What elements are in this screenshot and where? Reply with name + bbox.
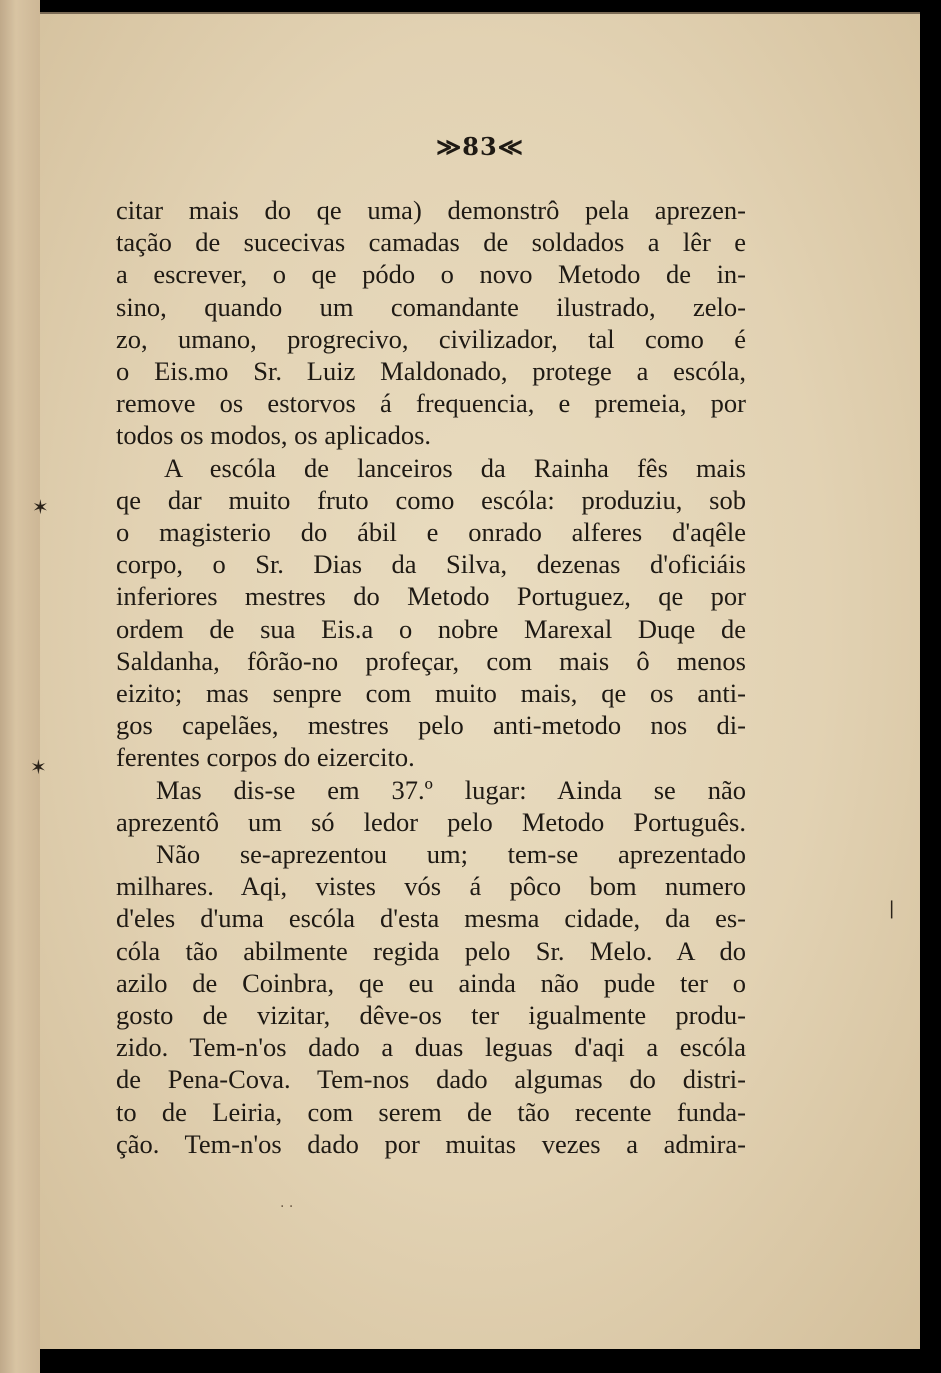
text-line: a escrever, o qe pódo o novo Metodo de in- xyxy=(116,259,746,290)
text-line: corpo, o Sr. Dias da Silva, dezenas d'oficiáis xyxy=(116,549,746,580)
text-line: aprezentô um só ledor pelo Metodo Português. xyxy=(116,806,746,837)
text-line: todos os modos, os aplicados. xyxy=(116,420,432,451)
text-line: o Eis.mo Sr. Luiz Maldonado, protege a escóla, xyxy=(116,356,746,387)
book-page xyxy=(40,12,920,1349)
margin-mark-icon: ✶ xyxy=(32,495,49,519)
text-line: zo, umano, progrecivo, civilizador, tal como é xyxy=(116,323,746,354)
page-number: ≫83≪ xyxy=(436,132,524,161)
text-line: qe dar muito fruto como escóla: produziu, sob xyxy=(116,484,746,515)
text-line: d'eles d'uma escóla d'esta mesma cidade, da es- xyxy=(116,903,746,934)
text-line: cóla tão abilmente regida pelo Sr. Melo. A do xyxy=(116,935,746,966)
text-line: ção. Tem-n'os dado por muitas vezes a admira- xyxy=(116,1128,746,1159)
text-line: zido. Tem-n'os dado a duas leguas d'aqi a escóla xyxy=(116,1032,746,1063)
book-spine xyxy=(0,0,40,1373)
margin-mark-icon: ❘ xyxy=(884,898,900,919)
text-line: gos capelães, mestres pelo anti-metodo nos di- xyxy=(116,710,746,741)
text-line: Não se-aprezentou um; tem-se aprezentado xyxy=(156,839,746,870)
text-line: gosto de vizitar, dêve-os ter igualmente produ- xyxy=(116,1000,746,1031)
body-text xyxy=(116,194,746,1160)
text-line: inferiores mestres do Metodo Portuguez, qe por xyxy=(116,581,746,612)
text-line: Mas dis-se em 37.º lugar: Ainda se não xyxy=(156,774,746,805)
print-mark: · · xyxy=(280,1199,294,1215)
text-line: to de Leiria, com serem de tão recente funda- xyxy=(116,1096,746,1127)
text-line: sino, quando um comandante ilustrado, zelo- xyxy=(116,291,746,322)
text-line: eizito; mas senpre com muito mais, qe os anti- xyxy=(116,678,746,709)
text-line: ordem de sua Eis.a o nobre Marexal Duqe de xyxy=(116,613,746,644)
text-line: de Pena-Cova. Tem-nos dado algumas do distri- xyxy=(116,1064,746,1095)
text-line: tação de sucecivas camadas de soldados a lêr e xyxy=(116,227,746,258)
text-line: ferentes corpos do eizercito. xyxy=(116,742,415,773)
text-line: citar mais do qe uma) demonstrô pela aprezen- xyxy=(116,195,746,225)
text-line: milhares. Aqi, vistes vós á pôco bom numero xyxy=(116,871,746,902)
text-line: o magisterio do ábil e onrado alferes d'aqêle xyxy=(116,517,746,548)
text-line: azilo de Coinbra, qe eu ainda não pude ter o xyxy=(116,967,746,998)
text-line: Saldanha, fôrão-no profeçar, com mais ô menos xyxy=(116,645,746,676)
margin-mark-icon: ✶ xyxy=(30,755,47,779)
text-line: remove os estorvos á frequencia, e premeia, por xyxy=(116,388,746,419)
text-line: A escóla de lanceiros da Rainha fês mais xyxy=(164,452,746,483)
